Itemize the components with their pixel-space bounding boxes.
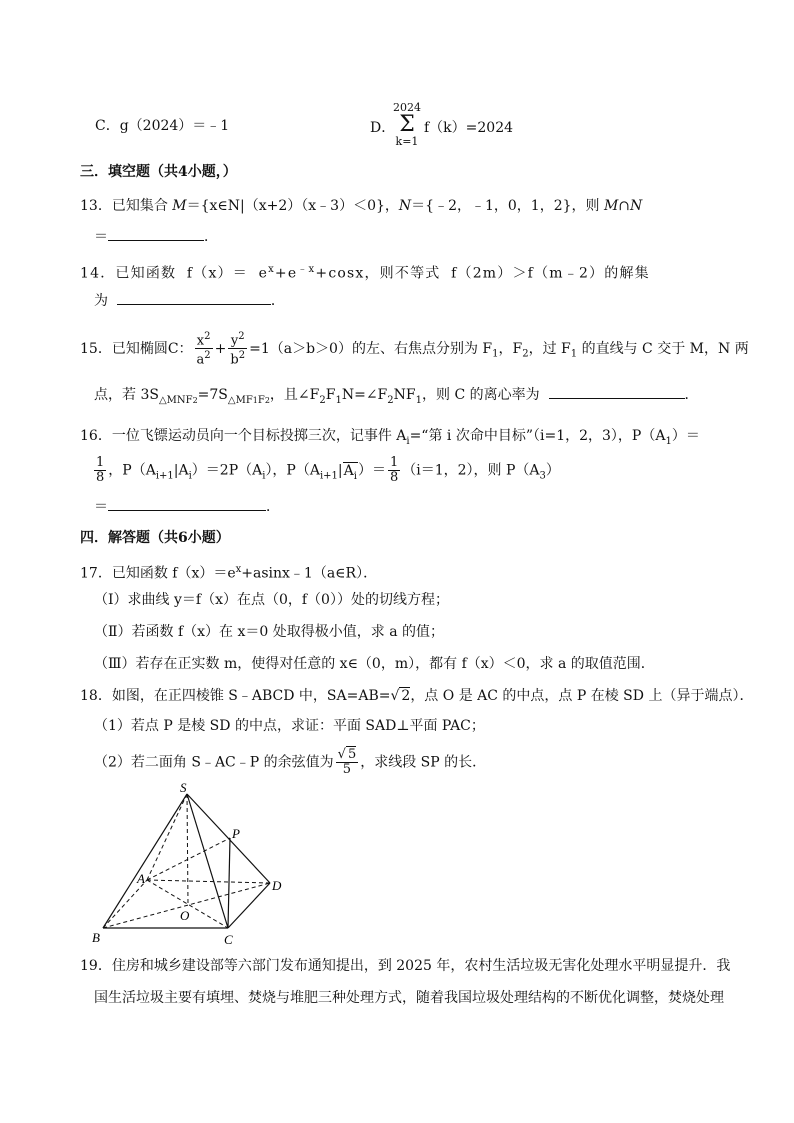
q14-line1: 14．已知函数 $f(x)= e^x+e^{﹣x}+\cos x$，则不等式 f（2m）＞f（m﹣2）的解集 xyxy=(80,264,650,282)
a-bar: $A_i$ xyxy=(343,462,357,482)
sum-lower: k=1 xyxy=(395,135,419,148)
q16-line3: ＝ ． xyxy=(94,496,280,517)
q17-part3: （Ⅲ）若存在正实数 m，使得对任意的 x∈（0，m），都有 f（x）＜0，求 a 的取值范围． xyxy=(94,656,655,672)
q19-line1: 19．住房和城乡建设部等六部门发布通知提出，到 2025 年，农村生活垃圾无害化处理水平明显提升．我 xyxy=(80,958,731,974)
q15-line1: 15．已知椭圆C： $\frac{x^2}{a^2}$ + $\frac{y^2}{b^2}$ =1（a＞b＞0）的左、右焦点分别为 $F_1$，$F_2$，过 $F_1$ 的直线与 C 交于 M，N 两 xyxy=(80,331,749,368)
q18-part1: （1）若点 P 是棱 SD 的中点，求证：平面 SAD⊥平面 PAC； xyxy=(94,718,485,734)
option-c: C．g（2024）＝﹣1 xyxy=(95,118,230,134)
q18-part2: （2）若二面角 S﹣AC﹣P 的余弦值为 $\frac{√ 5}{5}$ ，求线段 SP 的长． xyxy=(94,747,487,777)
label-b: B xyxy=(92,930,100,945)
label-o: O xyxy=(180,908,190,923)
option-d-label: D． xyxy=(370,120,396,136)
x2-over-a2: $\frac{x^2}{a^2}$ xyxy=(196,331,211,368)
q17-part1: （Ⅰ）求曲线 y＝f（x）在点（0，f（0））处的切线方程； xyxy=(94,592,449,608)
fraction-1-8: $\frac{1}{8}$ xyxy=(96,455,105,485)
label-a: A xyxy=(137,871,145,886)
label-c: C xyxy=(224,932,233,947)
answer-blank xyxy=(549,384,685,399)
q19-line2: 国生活垃圾主要有填埋、焚烧与堆肥三种处理方式，随着我国垃圾处理结构的不断优化调整，焚烧处理 xyxy=(94,990,724,1006)
y2-over-b2: $\frac{y^2}{b^2}$ xyxy=(230,331,246,368)
summation xyxy=(392,102,422,148)
pyramid-figure xyxy=(90,780,300,950)
q16-line1: 16．一位飞镖运动员向一个目标投掷三次，记事件 $A_i=“$第 i 次命中目标”（i=1，2，3），$P(A_1)=$ xyxy=(80,428,700,447)
q15-line2: 点，若 $3S_{\triangle MNF2}=7S_{\triangle MF1F2}$，且$\angle F_2F_1N=\angle F_2NF_1$，则 C 的离心率为 ． xyxy=(94,384,699,411)
section-3-heading: 三．填空题（共4小题，） xyxy=(80,164,237,180)
answer-blank xyxy=(108,226,204,241)
section-4-heading: 四．解答题（共6小题） xyxy=(80,530,230,546)
q16-line2: $\frac{1}{8}$ ，$P(A_{i+1}|A_i)=2P(A_i)$，$P(A_{i+1}|A_i)=$ $\frac{1}{8}$ （i＝1，2），则 $P(A_3)$ xyxy=(96,455,560,485)
fraction-1-8: $\frac{1}{8}$ xyxy=(389,455,399,485)
label-p: P xyxy=(232,826,240,841)
q17-line1: 17．已知函数 $f(x)=e^x+asinx﹣1(a\in R)$． xyxy=(80,564,378,582)
option-d-body: f（k）=2024 xyxy=(424,120,514,136)
sigma-symbol: Σ xyxy=(399,112,415,137)
answer-blank xyxy=(117,290,271,305)
q14-line2: 为 ． xyxy=(94,290,285,311)
label-s: S xyxy=(180,780,187,795)
label-d: D xyxy=(272,878,282,893)
q18-line1: 18．如图，在正四棱锥 S﹣ABCD 中，SA=AB=√ 2，点 O 是 AC 的中点，点 P 在棱 SD 上（异于端点）． xyxy=(80,688,754,704)
q13-line2: ＝ ． xyxy=(94,226,218,247)
q13-line1: 13．已知集合 M＝{x∈N|（x+2）（x﹣3）＜0}，N＝{﹣2，﹣1，0，1，2}，则 M∩N xyxy=(80,198,643,214)
answer-blank xyxy=(108,496,266,511)
sum-upper: 2024 xyxy=(393,101,421,114)
fraction-sqrt5-5: $\frac{√ 5}{5}$ xyxy=(337,747,357,777)
q17-part2: （Ⅱ）若函数 f（x）在 x＝0 处取得极小值，求 a 的值； xyxy=(94,624,444,640)
